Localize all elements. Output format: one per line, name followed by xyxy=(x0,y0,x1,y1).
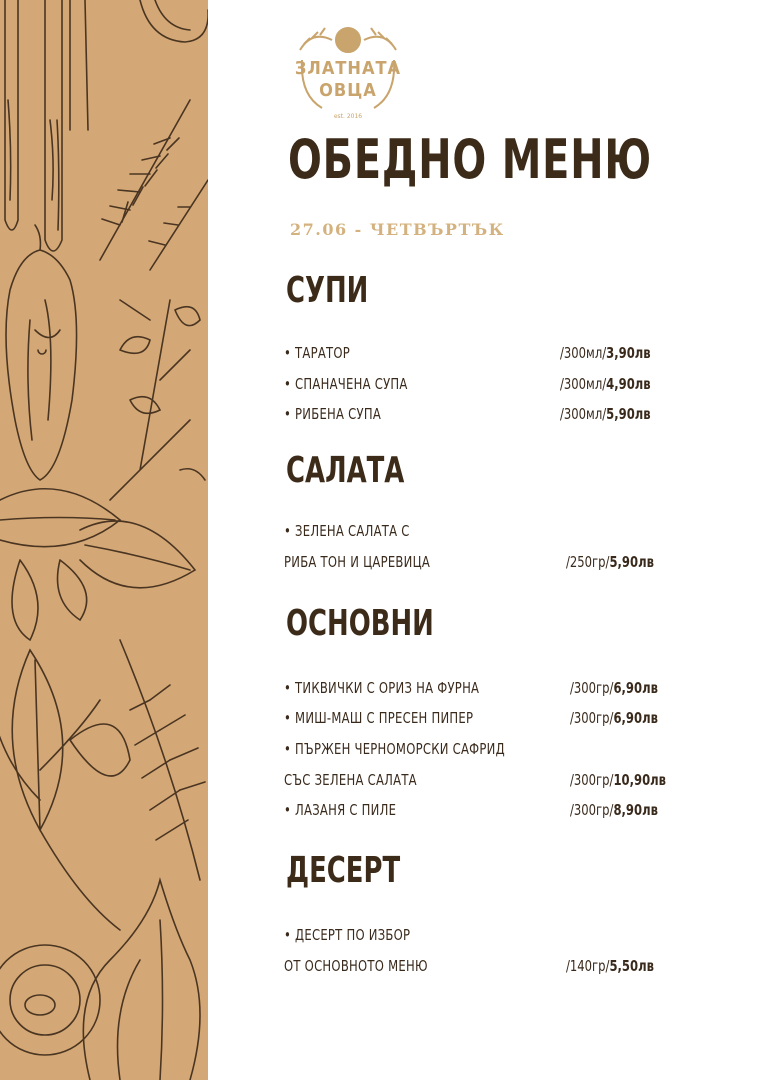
item-price: /300мл/3,90лв xyxy=(560,344,651,362)
menu-item xyxy=(284,405,684,427)
menu-item xyxy=(284,709,684,731)
herb-illustration-icon xyxy=(0,0,208,1080)
item-price: /300гр/10,90лв xyxy=(570,771,667,789)
menu-item xyxy=(284,926,684,948)
item-price: /300гр/8,90лв xyxy=(570,801,658,819)
section-title-dessert: ДЕСЕРТ xyxy=(286,850,401,891)
decorative-herb-panel xyxy=(0,0,208,1080)
logo-text-line2: ОВЦА xyxy=(319,80,377,101)
section-title-salad: САЛАТА xyxy=(286,450,405,491)
menu-title: ОБЕДНО МЕНЮ xyxy=(288,128,652,191)
menu-item xyxy=(284,957,684,979)
item-name: • МИШ-МАШ С ПРЕСЕН ПИПЕР xyxy=(284,709,474,727)
item-name: РИБА ТОН И ЦАРЕВИЦА xyxy=(284,553,431,571)
menu-item xyxy=(284,344,684,366)
item-name: ОТ ОСНОВНОТО МЕНЮ xyxy=(284,957,428,975)
item-name: • ТИКВИЧКИ С ОРИЗ НА ФУРНА xyxy=(284,679,480,697)
item-price: /300гр/6,90лв xyxy=(570,679,658,697)
section-title-mains: ОСНОВНИ xyxy=(286,603,434,644)
item-price: /250гр/5,90лв xyxy=(566,553,654,571)
item-name: • СПАНАЧЕНА СУПА xyxy=(284,375,408,393)
menu-item xyxy=(284,522,684,544)
menu-item xyxy=(284,679,684,701)
menu-item xyxy=(284,740,684,762)
item-price: /300мл/5,90лв xyxy=(560,405,651,423)
menu-item xyxy=(284,801,684,823)
logo-text-line1: ЗЛАТНАТА xyxy=(294,58,402,79)
item-name: • ТАРАТОР xyxy=(284,344,351,362)
item-name: • ДЕСЕРТ ПО ИЗБОР xyxy=(284,926,411,944)
menu-item xyxy=(284,375,684,397)
item-price: /300гр/6,90лв xyxy=(570,709,658,727)
section-title-soups: СУПИ xyxy=(286,270,369,311)
menu-item xyxy=(284,553,684,575)
item-name: • РИБЕНА СУПА xyxy=(284,405,382,423)
item-price: /140гр/5,50лв xyxy=(566,957,654,975)
menu-item xyxy=(284,771,684,793)
item-name: СЪС ЗЕЛЕНА САЛАТА xyxy=(284,771,417,789)
menu-date: 27.06 - ЧЕТВЪРТЪК xyxy=(290,220,505,239)
item-price: /300мл/4,90лв xyxy=(560,375,651,393)
item-name: • ЗЕЛЕНА САЛАТА С xyxy=(284,522,410,540)
restaurant-logo xyxy=(292,20,404,120)
item-name: • ПЪРЖЕН ЧЕРНОМОРСКИ САФРИД xyxy=(284,740,505,758)
item-name: • ЛАЗАНЯ С ПИЛЕ xyxy=(284,801,397,819)
logo-tagline: est. 2016 xyxy=(333,113,363,120)
